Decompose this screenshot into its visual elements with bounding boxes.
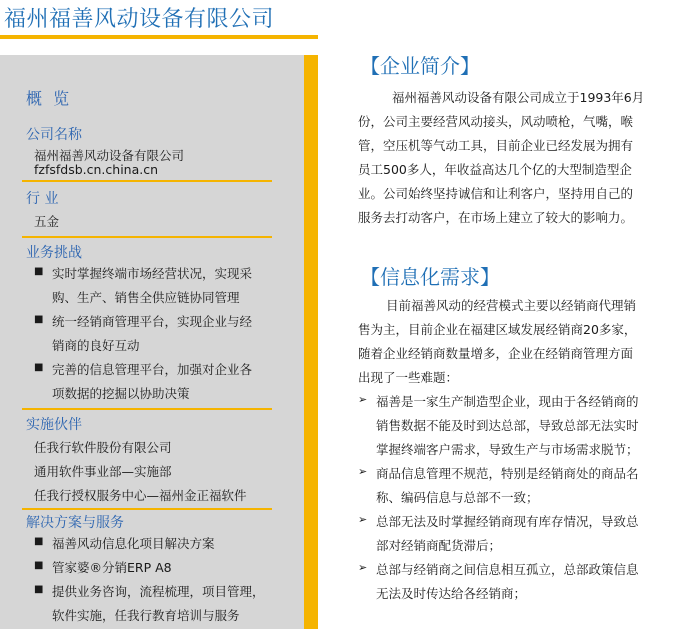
- title-underline: [0, 35, 318, 39]
- company-website[interactable]: fzfsfdsb.cn.china.cn: [34, 162, 159, 177]
- need-item-cont: 部对经销商配货滞后；: [376, 538, 502, 553]
- intro-section-title: 【企业简介】: [360, 54, 480, 78]
- arrow-bullet-icon: ➢: [358, 465, 368, 478]
- sidebar-accent-bar: [304, 55, 318, 629]
- solutions-label: 解决方案与服务: [26, 515, 124, 531]
- section-divider: [22, 508, 272, 510]
- needs-section-title: 【信息化需求】: [360, 265, 500, 289]
- challenge-item: 实时掌握终端市场经营状况，实现采: [52, 266, 253, 281]
- solution-item: 福善风动信息化项目解决方案: [52, 536, 215, 551]
- solution-item: 管家婆®分销ERP A8: [52, 560, 172, 575]
- overview-heading: 概 览: [26, 89, 73, 108]
- company-name-value: 福州福善风动设备有限公司: [34, 148, 185, 163]
- arrow-bullet-icon: ➢: [358, 513, 368, 526]
- square-bullet-icon: ■: [34, 536, 44, 547]
- need-item: 总部与经销商之间信息相互孤立，总部政策信息: [376, 562, 639, 577]
- business-challenges-label: 业务挑战: [26, 245, 82, 261]
- solution-item-cont: 软件实施，任我行教育培训与服务: [52, 608, 240, 623]
- challenge-item-cont: 购、生产、销售全供应链协同管理: [52, 290, 240, 305]
- partner-item: 任我行授权服务中心—福州金正福软件: [34, 488, 247, 503]
- need-item: 总部无法及时掌握经销商现有库存情况，导致总: [376, 514, 639, 529]
- intro-paragraph-line: 福州福善风动设备有限公司成立于1993年6月: [392, 90, 645, 105]
- industry-value: 五金: [34, 214, 60, 229]
- company-name-label: 公司名称: [26, 127, 82, 143]
- intro-paragraph-line: 服务去打动客户，在市场上建立了较大的影响力。: [358, 210, 634, 225]
- solution-item: 提供业务咨询，流程梳理，项目管理，: [52, 584, 265, 599]
- needs-paragraph-line: 目前福善风动的经营模式主要以经销商代理销: [386, 298, 637, 313]
- intro-paragraph-line: 管，空压机等气动工具，目前企业已经发展为拥有: [358, 138, 634, 153]
- need-item-cont: 称、编码信息与总部不一致；: [376, 490, 539, 505]
- need-item-cont: 无法及时传达给各经销商；: [376, 586, 527, 601]
- square-bullet-icon: ■: [34, 362, 44, 373]
- arrow-bullet-icon: ➢: [358, 393, 368, 406]
- needs-paragraph-line: 随着企业经销商数量增多，企业在经销商管理方面: [358, 346, 634, 361]
- section-divider: [22, 408, 272, 410]
- section-divider: [22, 236, 272, 238]
- section-divider: [22, 180, 272, 182]
- challenge-item: 统一经销商管理平台，实现企业与经: [52, 314, 253, 329]
- intro-paragraph-line: 份，公司主要经营风动接头，风动喷枪，气嘴，喉: [358, 114, 634, 129]
- partner-item: 任我行软件股份有限公司: [34, 440, 172, 455]
- arrow-bullet-icon: ➢: [358, 561, 368, 574]
- square-bullet-icon: ■: [34, 584, 44, 595]
- partner-item: 通用软件事业部—实施部: [34, 464, 172, 479]
- square-bullet-icon: ■: [34, 266, 44, 277]
- challenge-item: 完善的信息管理平台，加强对企业各: [52, 362, 253, 377]
- square-bullet-icon: ■: [34, 560, 44, 571]
- need-item: 商品信息管理不规范，特别是经销商处的商品名: [376, 466, 639, 481]
- needs-paragraph-line: 出现了一些难题：: [358, 370, 459, 385]
- challenge-item-cont: 销商的良好互动: [52, 338, 140, 353]
- need-item-cont: 掌握终端客户需求，导致生产与市场需求脱节；: [376, 442, 639, 457]
- needs-paragraph-line: 售为主，目前企业在福建区域发展经销商20多家，: [358, 322, 637, 337]
- industry-label: 行 业: [26, 191, 59, 207]
- square-bullet-icon: ■: [34, 314, 44, 325]
- need-item-cont: 销售数据不能及时到达总部，导致总部无法实时: [376, 418, 639, 433]
- intro-paragraph-line: 员工500多人，年收益高达几个亿的大型制造型企: [358, 162, 632, 177]
- challenge-item-cont: 项数据的挖掘以协助决策: [52, 386, 190, 401]
- intro-paragraph-line: 业。公司始终坚持诚信和让利客户，坚持用自己的: [358, 186, 634, 201]
- partners-label: 实施伙伴: [26, 417, 82, 433]
- page-title: 福州福善风动设备有限公司: [4, 7, 275, 32]
- need-item: 福善是一家生产制造型企业，现由于各经销商的: [376, 394, 639, 409]
